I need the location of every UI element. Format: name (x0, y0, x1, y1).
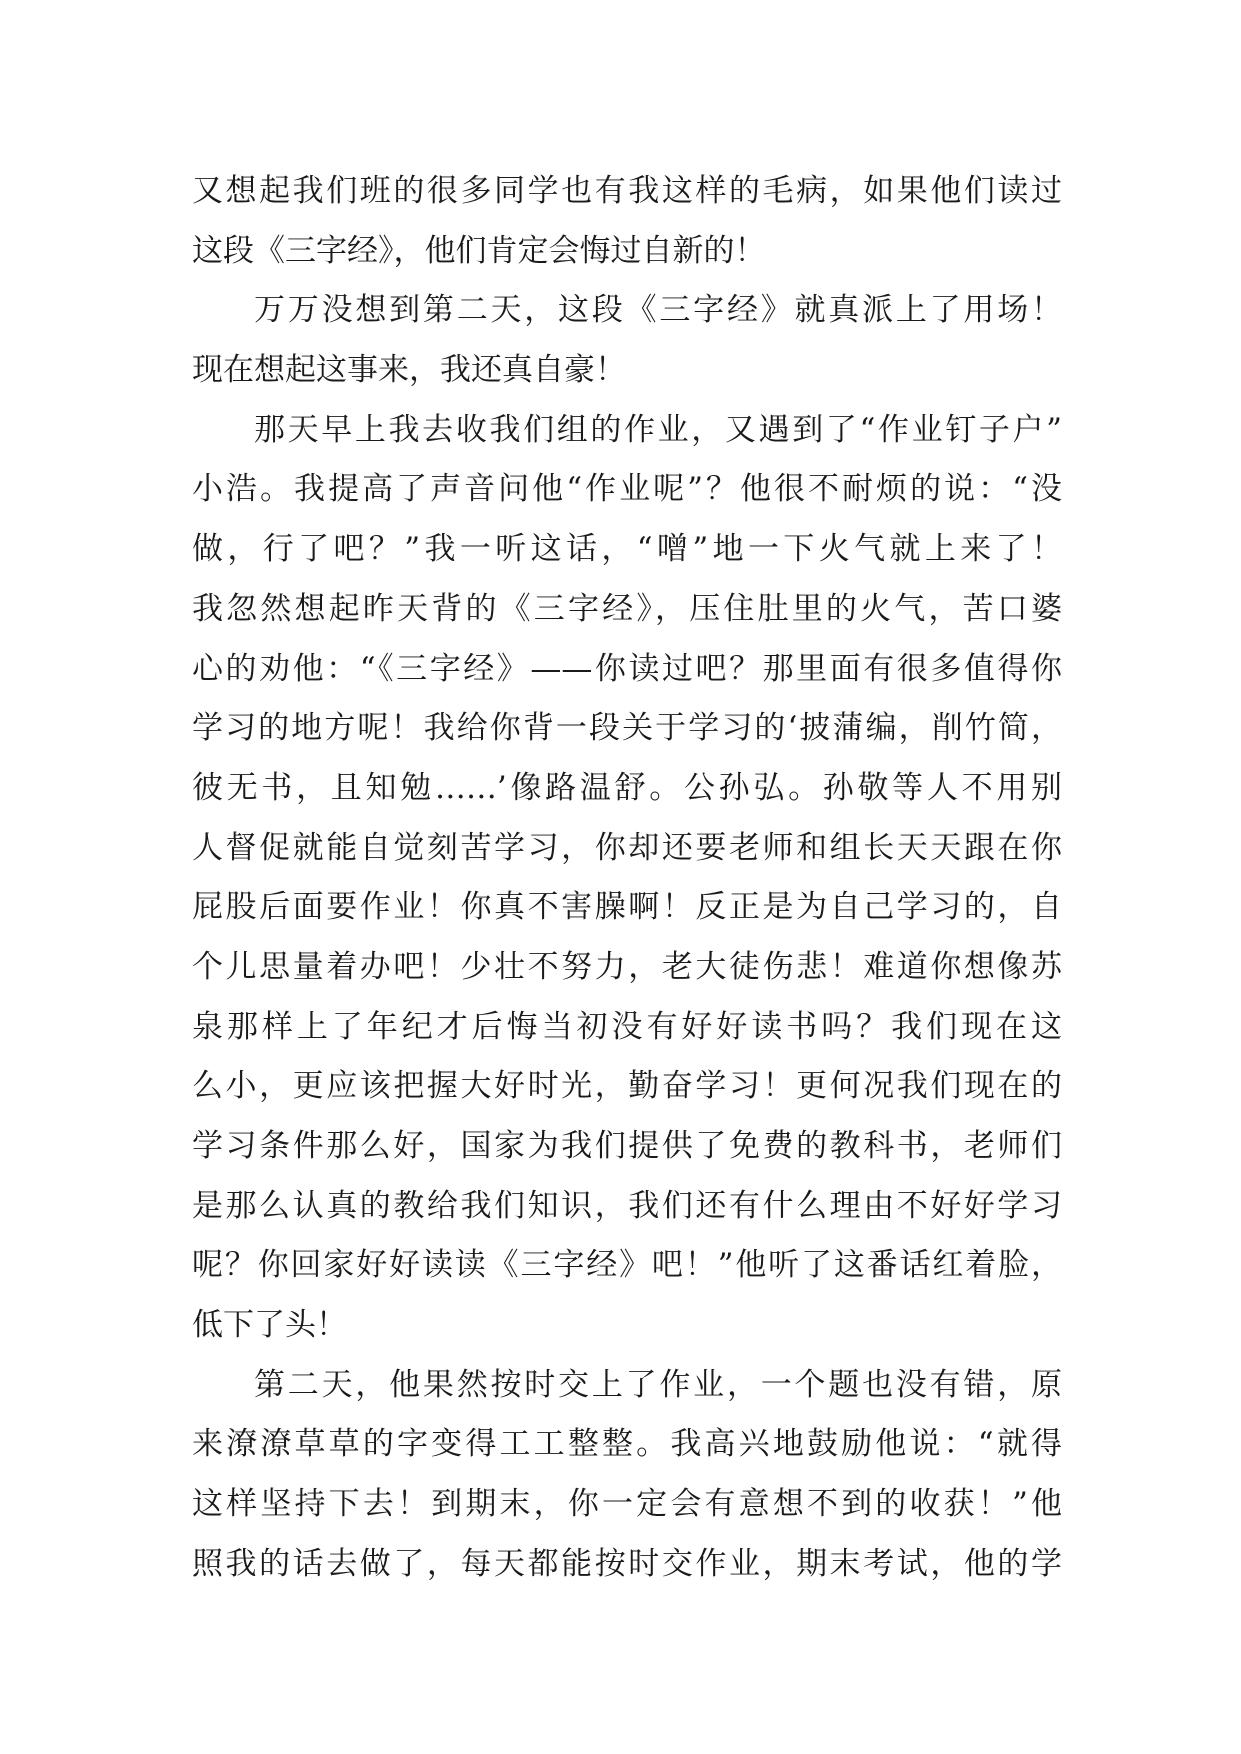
document-body (192, 162, 1062, 1595)
text-line: 做，行了吧？”我一听这话，“噌”地一下火气就上来了！ (192, 531, 1062, 568)
text-line: 人督促就能自觉刻苦学习，你却还要老师和组长天天跟在你 (192, 829, 1062, 866)
text-line: 万万没想到第二天，这段《三字经》就真派上了用场！ (254, 292, 1062, 329)
text-line: 低下了头！ (192, 1307, 347, 1344)
text-line: 来潦潦草草的字变得工工整整。我高兴地鼓励他说：“就得 (192, 1426, 1062, 1463)
text-line: 这段《三字经》，他们肯定会悔过自新的！ (192, 232, 766, 269)
text-line: 彼无书，且知勉……’像路温舒。公孙弘。孙敬等人不用别 (192, 769, 1062, 806)
text-line: 第二天，他果然按时交上了作业，一个题也没有错，原 (254, 1366, 1062, 1403)
text-line: 屁股后面要作业！你真不害臊啊！反正是为自己学习的，自 (192, 889, 1062, 926)
text-line: 又想起我们班的很多同学也有我这样的毛病，如果他们读过 (192, 173, 1062, 209)
text-line: 心的劝他：“《三字经》——你读过吧？那里面有很多值得你 (192, 650, 1062, 687)
text-line: 学习条件那么好，国家为我们提供了免费的教科书，老师们 (192, 1128, 1062, 1164)
text-line: 那天早上我去收我们组的作业，又遇到了“作业钉子户” (254, 411, 1062, 448)
text-line: 是那么认真的教给我们知识，我们还有什么理由不好好学习 (192, 1187, 1062, 1224)
text-line: 小浩。我提高了声音问他“作业呢”？他很不耐烦的说：“没 (192, 471, 1062, 508)
text-line: 我忽然想起昨天背的《三字经》，压住肚里的火气，苦口婆 (192, 590, 1062, 627)
text-line: 这样坚持下去！到期末，你一定会有意想不到的收获！”他 (192, 1486, 1062, 1523)
text-line: 个儿思量着办吧！少壮不努力，老大徒伤悲！难道你想像苏 (192, 948, 1062, 985)
text-line: 么小，更应该把握大好时光，勤奋学习！更何况我们现在的 (192, 1068, 1062, 1105)
text-line: 现在想起这事来，我还真自豪！ (192, 352, 626, 389)
text-line: 学习的地方呢！我给你背一段关于学习的‘披蒲编，削竹简， (192, 710, 1062, 747)
text-line: 照我的话去做了，每天都能按时交作业，期末考试，他的学 (192, 1545, 1062, 1582)
text-line: 呢？你回家好好读读《三字经》吧！”他听了这番话红着脸， (192, 1247, 1062, 1284)
text-line: 泉那样上了年纪才后悔当初没有好好读书吗？我们现在这 (192, 1008, 1062, 1045)
